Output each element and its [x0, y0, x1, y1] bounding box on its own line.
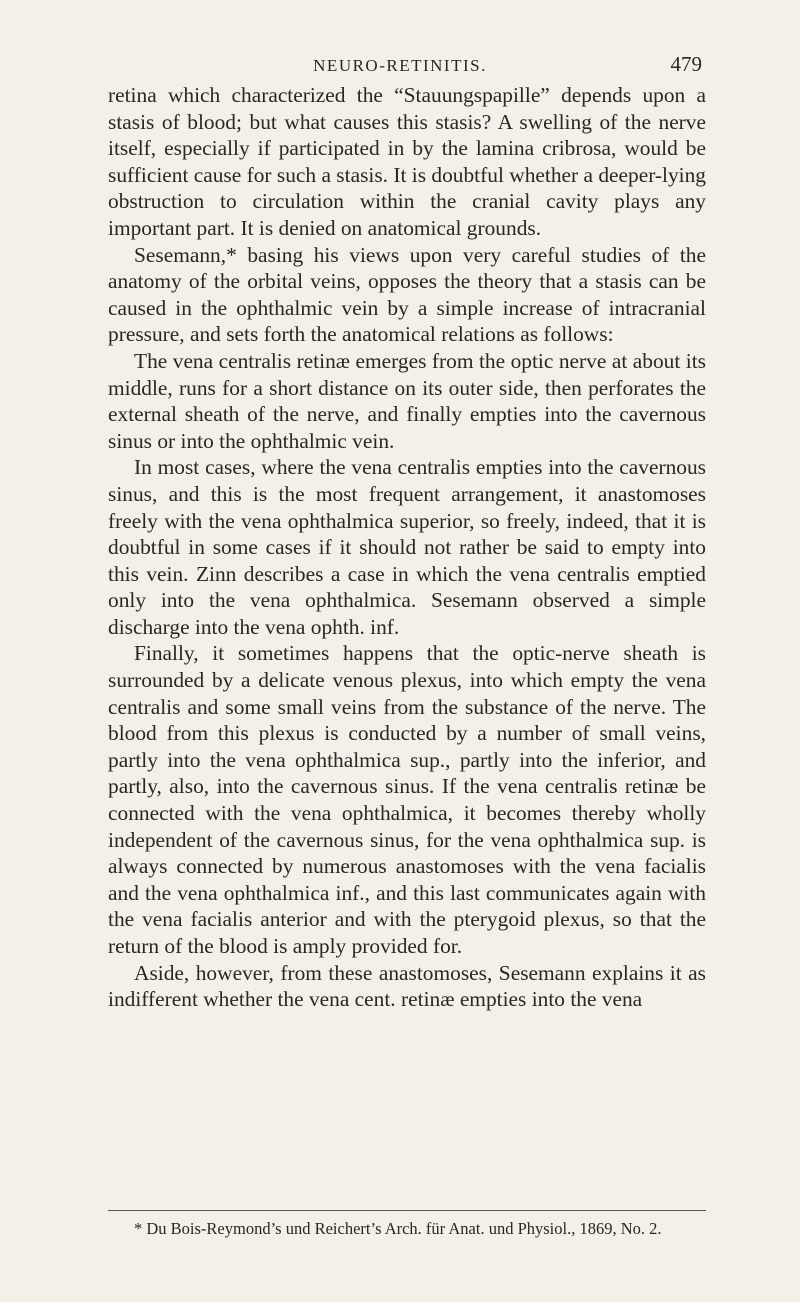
paragraph: Finally, it sometimes happens that the optic-nerve sheath is surrounded by a delicate venous plexus, into which empty the vena centralis and some small veins from the substance of the nerve. The blood from this plexus is conducted by a number of small veins, partly into the vena ophthalmica sup., partly into the inferior, and partly, also, into the cavernous sinus. If the vena centralis retinæ be connected with the vena ophthalmica, it becomes thereby wholly independent of the cavernous sinus, for the vena ophthalmica sup. is always connected by numerous anastomoses with the vena facialis and the vena ophthalmica inf., and this last communicates again with the vena facialis anterior and with the pterygoid plexus, so that the return of the blood is amply provided for.: [108, 641, 706, 958]
paragraph: The vena centralis retinæ emerges from the optic nerve at about its middle, runs for a short distance on its outer side, then perforates the external sheath of the nerve, and finally empties into the cavernous sinus or into the ophthalmic vein.: [108, 348, 706, 453]
running-head: [0, 50, 800, 80]
footnote: * Du Bois-Reymond’s und Reichert’s Arch. für Anat. und Physiol., 1869, No. 2.: [134, 1219, 662, 1238]
footnote-rule: [108, 1210, 706, 1211]
running-title: NEURO-RETINITIS.: [313, 56, 487, 75]
body-text: [108, 82, 706, 1013]
paragraph: Aside, however, from these anastomoses, Sesemann explains it as indifferent whether the vena cent. retinæ empties into the vena: [108, 960, 706, 1012]
page-number: 479: [670, 52, 702, 76]
paragraph: Sesemann,* basing his views upon very careful studies of the anatomy of the orbital veins, opposes the theory that a stasis can be caused in the ophthalmic vein by a simple increase of intracranial pressure, and sets forth the anatomical relations as follows:: [108, 242, 706, 347]
paragraph: retina which characterized the “Stauungspapille” depends upon a stasis of blood; but what causes this stasis? A swelling of the nerve itself, especially if participated in by the lamina cribrosa, would be sufficient cause for such a stasis. It is doubtful whether a deeper-lying obstruction to circulation within the cranial cavity plays any important part. It is denied on anatomical grounds.: [108, 83, 706, 240]
paragraph: In most cases, where the vena centralis empties into the cavernous sinus, and this is the most frequent arrangement, it anastomoses freely with the vena ophthalmica superior, so freely, indeed, that it is doubtful in some cases if it should not rather be said to empty into this vein. Zinn describes a case in which the vena centralis emptied only into the vena ophthalmica. Sesemann observed a simple discharge into the vena ophth. inf.: [108, 455, 706, 639]
